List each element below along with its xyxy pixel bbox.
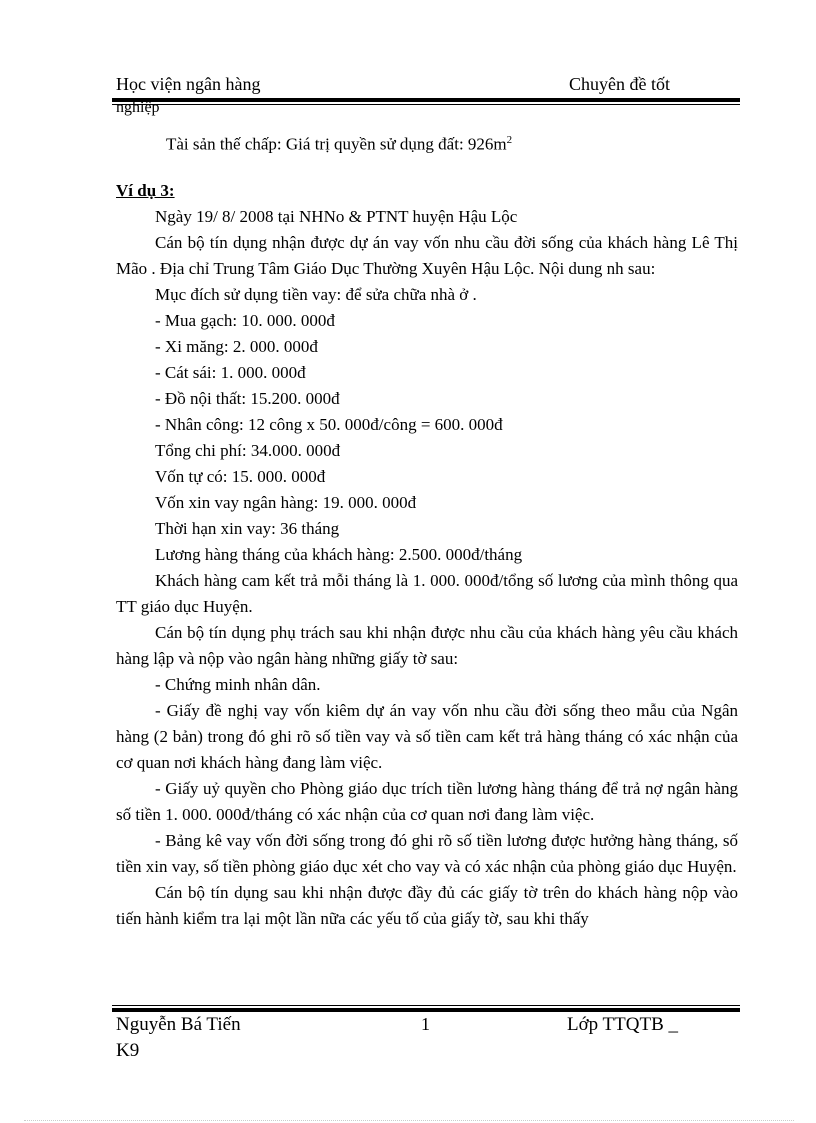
footer-class: Lớp TTQTB _ <box>567 1014 679 1035</box>
document-item: - Giấy uỷ quyền cho Phòng giáo dục trích tiền lương hàng tháng để trả nợ ngân hàng số tiền 1. 000. 000đ/tháng có xác nhận của cơ quan nơi đang làm việc. <box>116 779 738 824</box>
loan-term: Thời hạn xin vay: 36 tháng <box>155 519 340 538</box>
collateral-text: Tài sản thế chấp: Giá trị quyền sử dụng đất: 926m <box>166 134 507 154</box>
document-item: - Chứng minh nhân dân. <box>155 675 321 694</box>
footer-author: Nguyễn Bá Tiến <box>116 1014 241 1035</box>
page-number: 1 <box>421 1014 430 1034</box>
paragraph-commitment: Khách hàng cam kết trả mỗi tháng là 1. 000. 000đ/tổng số lương của mình thông qua TT giáo dục Huyện. <box>116 571 738 616</box>
document-item: - Giấy đề nghị vay vốn kiêm dự án vay vốn nhu cầu đời sống theo mẫu của Ngân hàng (2 bản) trong đó ghi rõ số tiền vay và số tiền cam kết trả hàng tháng có xác nhận của cơ quan nơi khách hàng đang làm việc. <box>116 701 738 772</box>
cost-item: - Đồ nội thất: 15.200. 000đ <box>155 389 340 408</box>
paragraph-date: Ngày 19/ 8/ 2008 tại NHNo & PTNT huyện Hậu Lộc <box>155 207 518 226</box>
header-institution: Học viện ngân hàng <box>116 74 261 94</box>
footer-rule-thin <box>112 1005 740 1006</box>
collateral-superscript: 2 <box>506 134 513 146</box>
cost-item: - Xi măng: 2. 000. 000đ <box>155 337 318 356</box>
paragraph-requirements: Cán bộ tín dụng phụ trách sau khi nhận được nhu cầu của khách hàng yêu cầu khách hàng lập và nộp vào ngân hàng những giấy tờ sau: <box>116 623 738 668</box>
footer-class-continuation: K9 <box>116 1040 140 1061</box>
header-rule-thin <box>112 104 740 105</box>
document-item: - Bảng kê vay vốn đời sống trong đó ghi rõ số tiền lương được hưởng hàng tháng, số tiền xin vay, số tiền phòng giáo dục xét cho vay và có xác nhận của phòng giáo dục Huyện. <box>116 831 738 876</box>
paragraph-intro: Cán bộ tín dụng nhận được dự án vay vốn nhu cầu đời sống của khách hàng Lê Thị Mão . Địa chỉ Trung Tâm Giáo Dục Thường Xuyên Hậu Lộc. Nội dung nh sau: <box>116 233 738 278</box>
footer-rule-thick <box>112 1008 740 1012</box>
header-title-continuation: nghiệp <box>116 99 160 116</box>
header-rule-thick <box>112 98 740 102</box>
paragraph-purpose: Mục đích sử dụng tiền vay: để sửa chữa nhà ở . <box>155 285 477 304</box>
document-body <box>116 178 738 932</box>
example-title: Ví dụ 3: <box>116 181 175 200</box>
header-title: Chuyên đề tốt <box>569 74 670 94</box>
cost-item: - Cát sái: 1. 000. 000đ <box>155 363 306 382</box>
paragraph-verification: Cán bộ tín dụng sau khi nhận được đầy đủ các giấy tờ trên do khách hàng nộp vào tiến hành kiểm tra lại một lần nữa các yếu tố của giấy tờ, sau khi thấy <box>116 883 738 928</box>
total-cost: Tổng chi phí: 34.000. 000đ <box>155 441 341 460</box>
collateral-line <box>166 134 512 155</box>
cost-item: - Mua gạch: 10. 000. 000đ <box>155 311 335 330</box>
monthly-salary: Lương hàng tháng của khách hàng: 2.500. 000đ/tháng <box>155 545 523 564</box>
cost-item: - Nhân công: 12 công x 50. 000đ/công = 600. 000đ <box>155 415 503 434</box>
page-edge-dots <box>24 1120 794 1121</box>
loan-amount: Vốn xin vay ngân hàng: 19. 000. 000đ <box>155 493 417 512</box>
own-capital: Vốn tự có: 15. 000. 000đ <box>155 467 326 486</box>
